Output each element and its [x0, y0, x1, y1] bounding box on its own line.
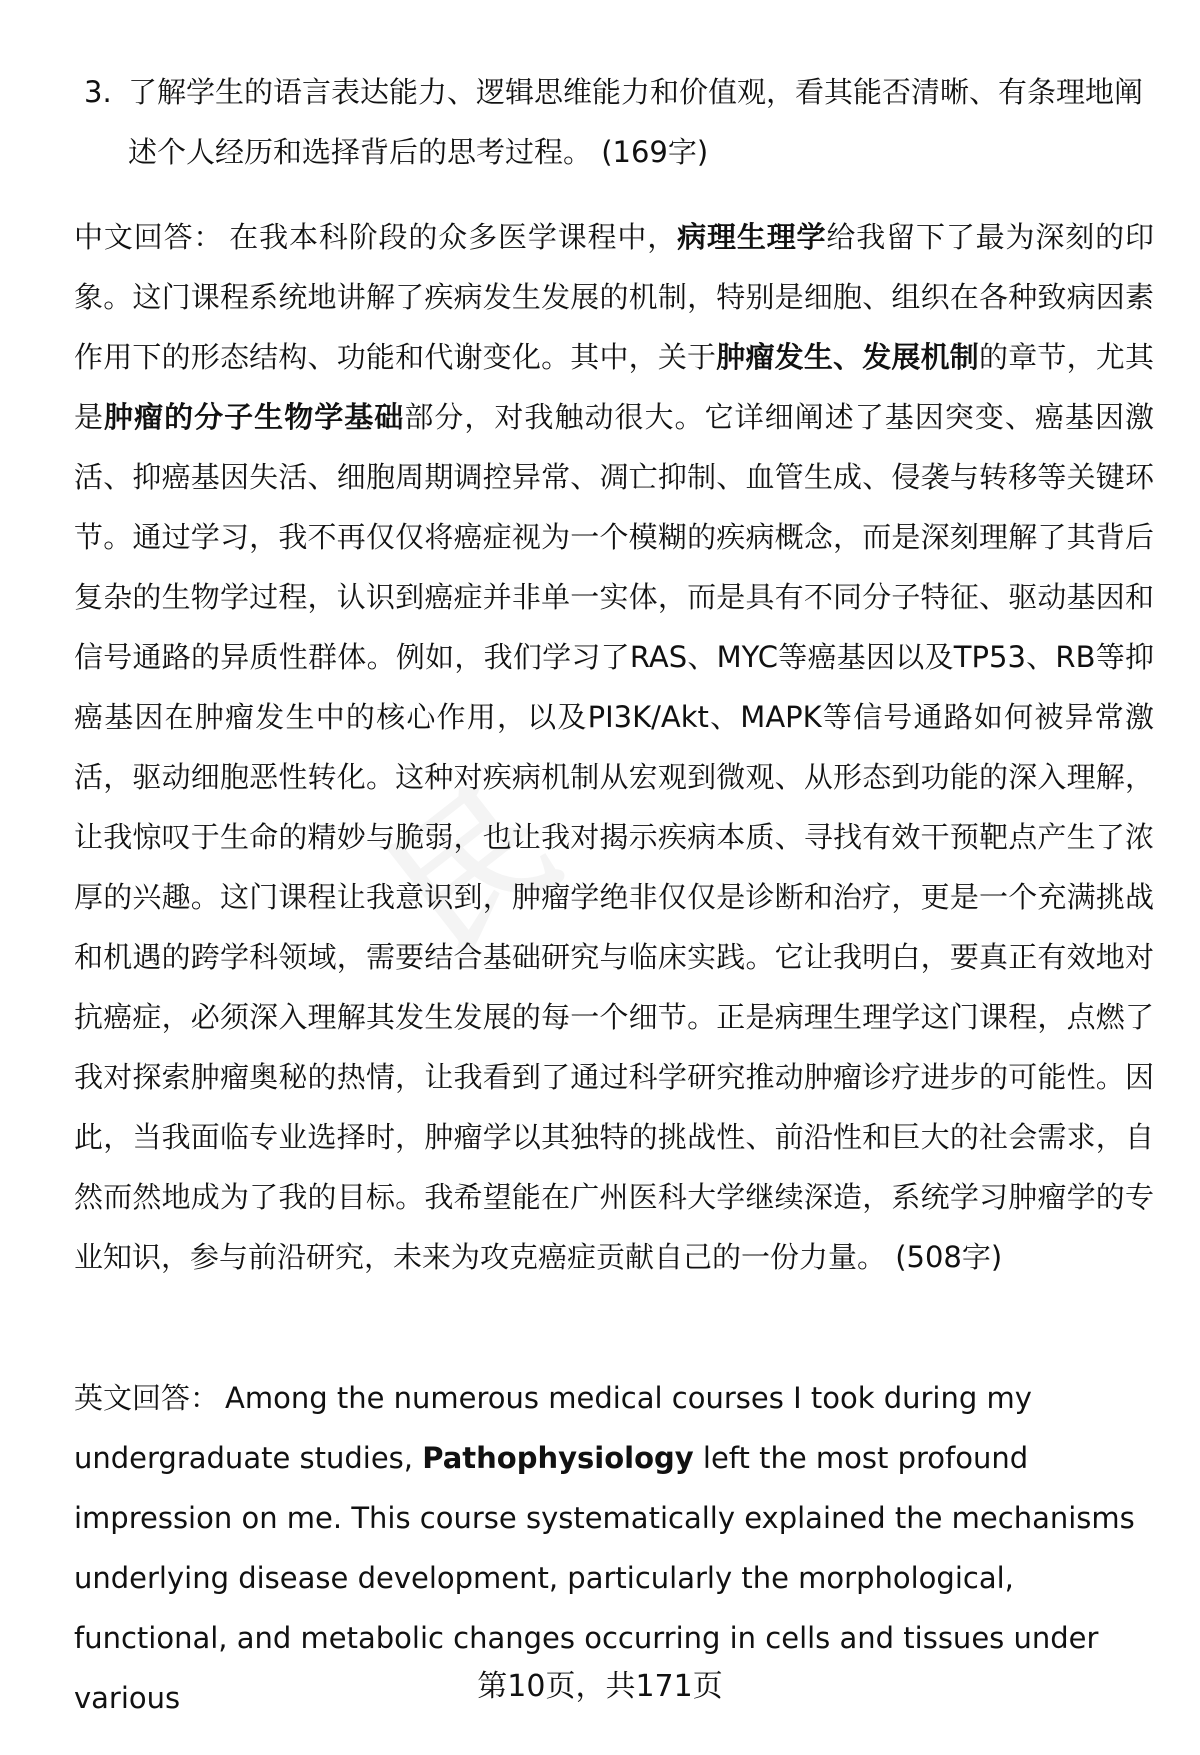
bold-term-tumor-mechanism: 肿瘤发生、发展机制: [716, 340, 979, 374]
english-answer-text: Among the numerous medical courses I took during my undergraduate studies,: [74, 1381, 1032, 1475]
english-answer-text: left the most profound impression on me. This course systematically explained the mechanisms underlying disease development, particularly the morphological, functional, and metabolic changes occurring in cells and tissues under various: [74, 1441, 1135, 1715]
question-item: [84, 62, 1144, 182]
chinese-answer-text: 在我本科阶段的众多医学课程中，: [229, 220, 678, 254]
chinese-answer-paragraph: [74, 207, 1154, 1287]
page-number-footer: 第10页，共171页: [477, 1669, 723, 1704]
bold-term-pathophysiology: 病理生理学: [677, 220, 827, 254]
chinese-answer-text: 的章节，尤其是: [74, 340, 1154, 434]
chinese-answer-label: 中文回答：: [74, 220, 224, 254]
question-text: 了解学生的语言表达能力、逻辑思维能力和价值观，看其能否清晰、有条理地阐述个人经历和选择背后的思考过程。 (169字): [128, 75, 1144, 169]
chinese-answer-text: 部分，对我触动很大。它详细阐述了基因突变、癌基因激活、抑癌基因失活、细胞周期调控异常、凋亡抑制、血管生成、侵袭与转移等关键环节。通过学习，我不再仅仅将癌症视为一个模糊的疾病概念，而是深刻理解了其背后复杂的生物学过程，认识到癌症并非单一实体，而是具有不同分子特征、驱动基因和信号通路的异质性群体。例如，我们学习了RAS、MYC等癌基因以及TP53、RB等抑癌基因在肿瘤发生中的核心作用，以及PI3K/Akt、MAPK等信号通路如何被异常激活，驱动细胞恶性转化。这种对疾病机制从宏观到微观、从形态到功能的深入理解，让我惊叹于生命的精妙与脆弱，也让我对揭示疾病本质、寻找有效干预靶点产生了浓厚的兴趣。这门课程让我意识到，肿瘤学绝非仅仅是诊断和治疗，更是一个充满挑战和机遇的跨学科领域，需要结合基础研究与临床实践。它让我明白，要真正有效地对抗癌症，必须深入理解其发生发展的每一个细节。正是病理生理学这门课程，点燃了我对探索肿瘤奥秘的热情，让我看到了通过科学研究推动肿瘤诊疗进步的可能性。因此，当我面临专业选择时，肿瘤学以其独特的挑战性、前沿性和巨大的社会需求，自然而然地成为了我的目标。我希望能在广州医科大学继续深造，系统学习肿瘤学的专业知识，参与前沿研究，未来为攻克癌症贡献自己的一份力量。 (508字): [74, 400, 1154, 1274]
english-answer-label: 英文回答：: [74, 1381, 220, 1415]
bold-term-molecular-basis: 肿瘤的分子生物学基础: [104, 400, 405, 434]
chinese-answer-text: 给我留下了最为深刻的印象。这门课程系统地讲解了疾病发生发展的机制，特别是细胞、组织在各种致病因素作用下的形态结构、功能和代谢变化。其中，关于: [74, 220, 1154, 374]
bold-term-pathophysiology-en: Pathophysiology: [422, 1441, 694, 1475]
question-number: 3.: [84, 75, 112, 109]
